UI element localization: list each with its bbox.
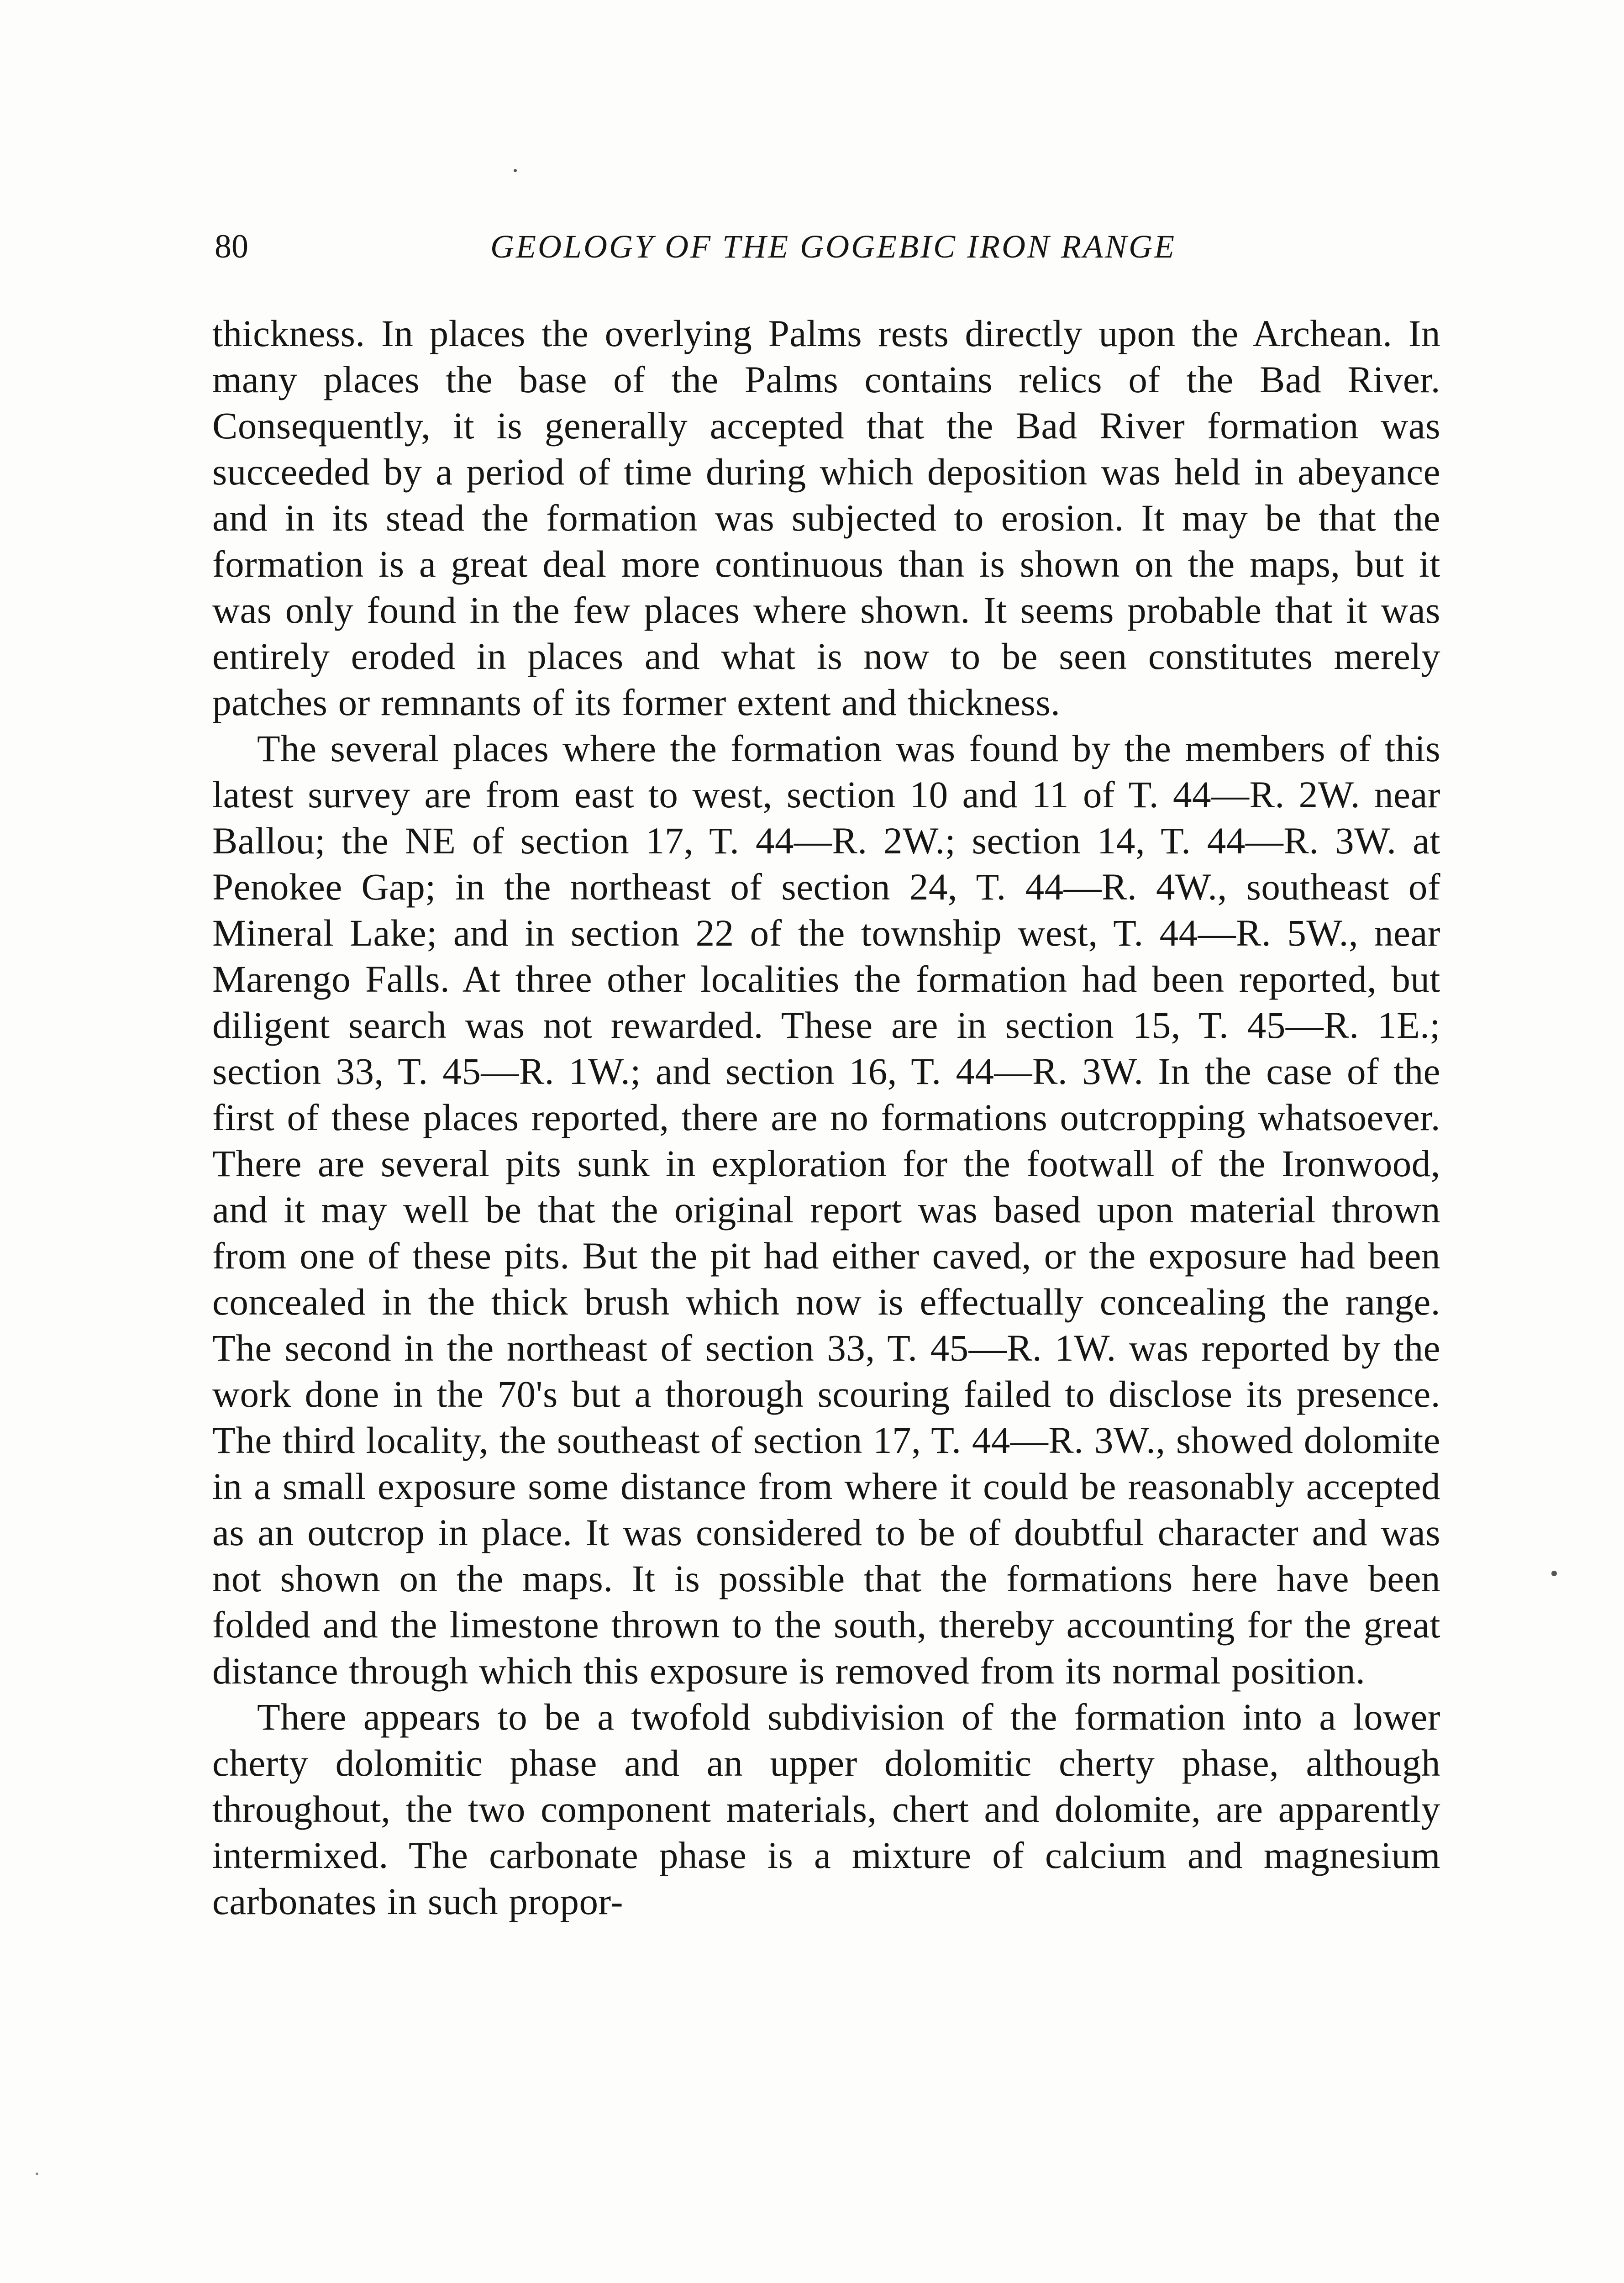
- scan-speck: [1551, 1571, 1557, 1576]
- scan-speck: [514, 169, 517, 172]
- body-text: [212, 310, 1440, 1925]
- scan-speck: [36, 2173, 38, 2175]
- running-head: [215, 224, 1224, 279]
- page-number: 80: [215, 228, 248, 265]
- paragraph-2: The several places where the formation was found by the members of this latest survey are from east to west, section 10 and 11 of T. 44—R. 2W. near Ballou; the NE of section 17, T. 44—R. 2W.; section 14, T. 44—R. 3W. at Penokee Gap; in the northeast of section 24, T. 44—R. 4W., southeast of Mineral Lake; and in section 22 of the township west, T. 44—R. 5W., near Marengo Falls. At three other localities the formation had been reported, but diligent search was not rewarded. These are in section 15, T. 45—R. 1E.; section 33, T. 45—R. 1W.; and section 16, T. 44—R. 3W. In the case of the first of these places reported, there are no formations outcropping whatsoever. There are several pits sunk in exploration for the footwall of the Ironwood, and it may well be that the original report was based upon material thrown from one of these pits. But the pit had either caved, or the exposure had been concealed in the thick brush which now is effectually concealing the range. The second in the northeast of section 33, T. 45—R. 1W. was reported by the work done in the 70's but a thorough scouring failed to disclose its presence. The third locality, the southeast of section 17, T. 44—R. 3W., showed dolomite in a small exposure some distance from where it could be reasonably accepted as an outcrop in place. It was considered to be of doubtful character and was not shown on the maps. It is possible that the formations here have been folded and the limestone thrown to the south, thereby accounting for the great distance through which this exposure is removed from its normal position.: [212, 727, 1440, 1692]
- paragraph-1: thickness. In places the overlying Palms rests directly upon the Archean. In many places the base of the Palms contains relics of the Bad River. Consequently, it is generally accepted that the Bad River formation was succeeded by a period of time during which deposition was held in abeyance and in its stead the formation was subjected to erosion. It may be that the formation is a great deal more continuous than is shown on the maps, but it was only found in the few places where shown. It seems probable that it was entirely eroded in places and what is now to be seen constitutes merely patches or remnants of its former extent and thickness.: [212, 312, 1440, 723]
- running-title: GEOLOGY OF THE GOGEBIC IRON RANGE: [490, 228, 1176, 265]
- paragraph-3: There appears to be a twofold subdivision of the formation into a lower cherty dolomitic phase and an upper dolomitic cherty phase, although throughout, the two component materials, chert and dolomite, are apparently intermixed. The carbonate phase is a mixture of calcium and magnesium carbonates in such propor-: [212, 1696, 1440, 1922]
